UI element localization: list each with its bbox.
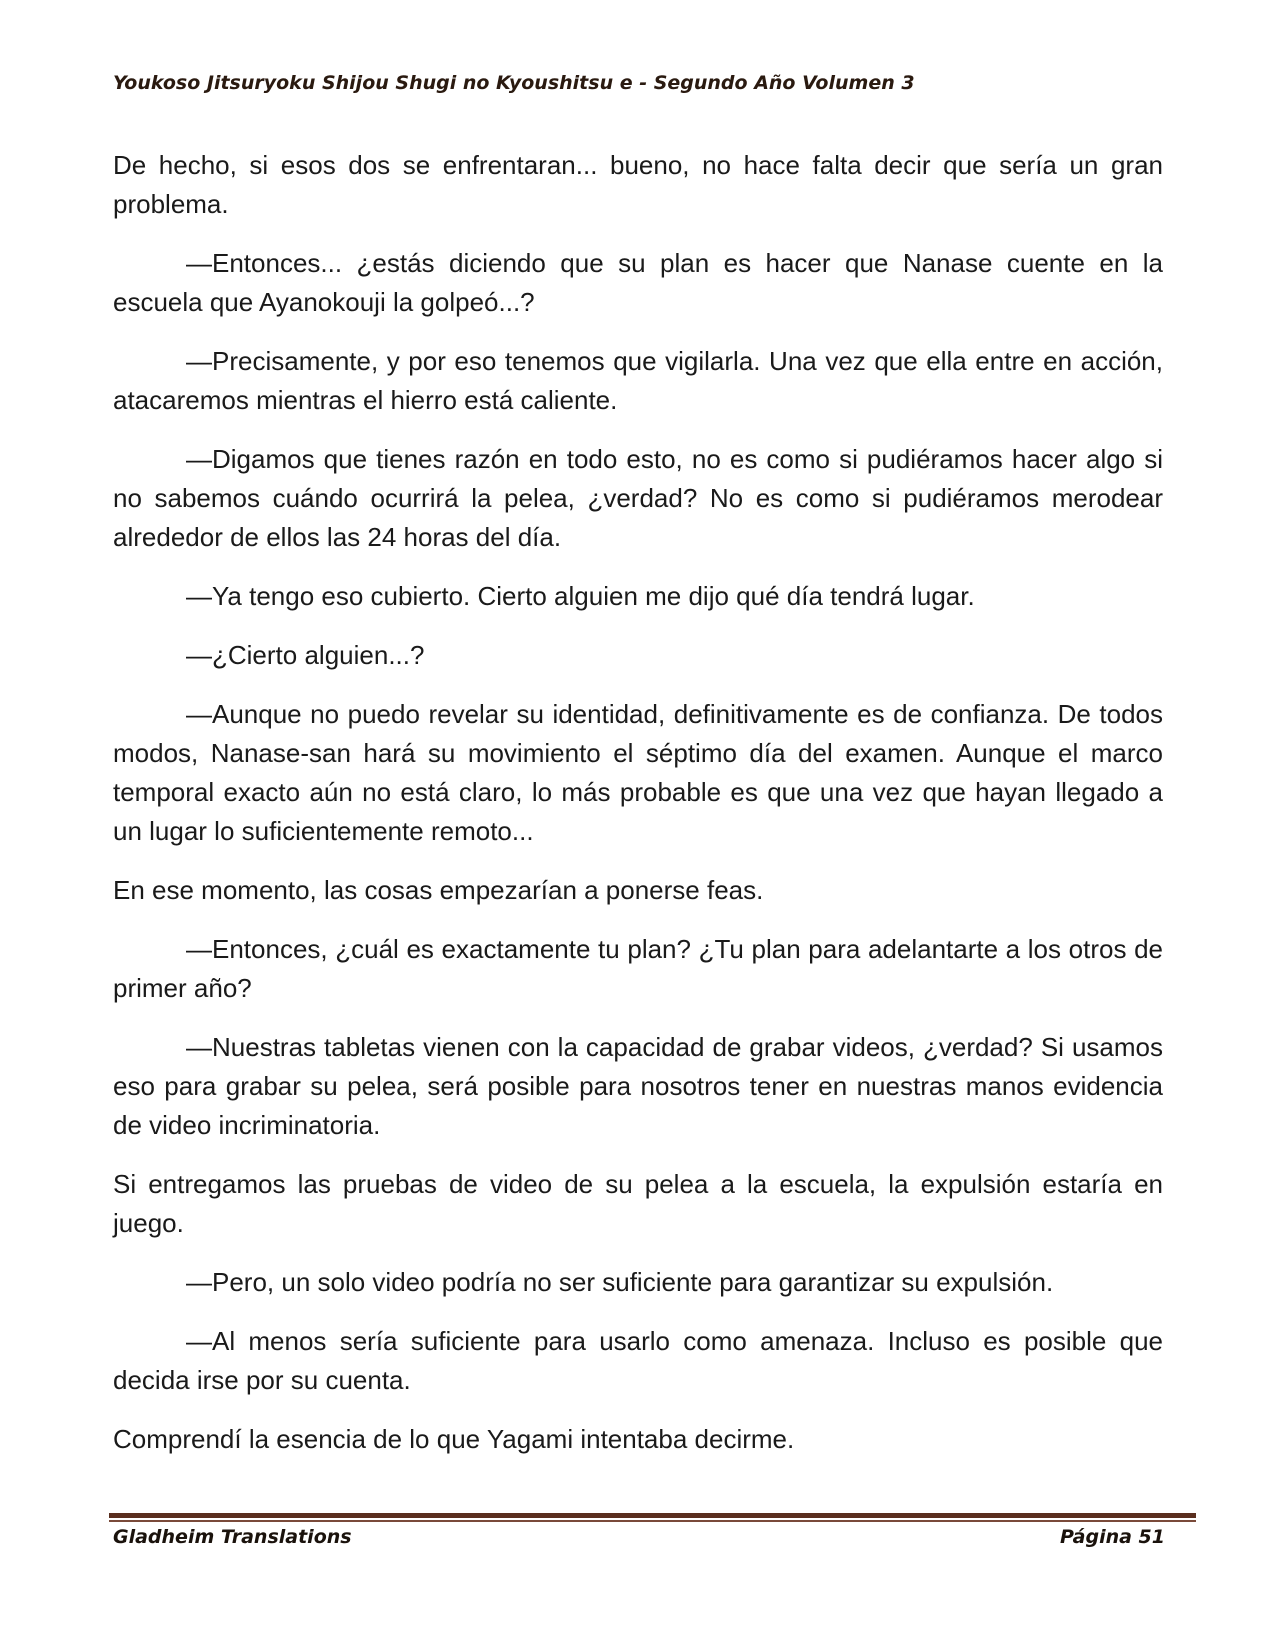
footer-publisher: Gladheim Translations (113, 1526, 352, 1548)
paragraph: —¿Cierto alguien...? (186, 640, 425, 670)
footer-page-number: Página 51 (1059, 1526, 1165, 1548)
paragraph: —Aunque no puedo revelar su identidad, definitivamente es de confianza. De todos modos, Nanase-san hará su movimiento el séptimo día del examen. Aunque el marco temporal exacto aún no está claro, lo más probable es que una vez que hayan llegado a un lugar lo suficientemente remoto... (113, 699, 1163, 846)
paragraph: Si entregamos las pruebas de video de su pelea a la escuela, la expulsión estaría en juego. (113, 1169, 1163, 1238)
paragraph: —Entonces... ¿estás diciendo que su plan es hacer que Nanase cuente en la escuela que Ayanokouji la golpeó...? (113, 248, 1163, 317)
paragraph: —Ya tengo eso cubierto. Cierto alguien me dijo qué día tendrá lugar. (186, 581, 975, 611)
paragraph: Comprendí la esencia de lo que Yagami intentaba decirme. (113, 1424, 795, 1454)
paragraph: De hecho, si esos dos se enfrentaran... bueno, no hace falta decir que sería un gran problema. (113, 150, 1163, 219)
footer-divider-thin (109, 1520, 1196, 1522)
paragraph: —Digamos que tienes razón en todo esto, no es como si pudiéramos hacer algo si no sabemos cuándo ocurrirá la pelea, ¿verdad? No es como si pudiéramos merodear alrededor de ellos las 24 horas del día. (113, 444, 1163, 552)
document-body (113, 146, 1163, 1479)
footer-divider-thick (109, 1513, 1196, 1518)
paragraph: —Entonces, ¿cuál es exactamente tu plan? ¿Tu plan para adelantarte a los otros de primer año? (113, 934, 1163, 1003)
paragraph: —Nuestras tabletas vienen con la capacidad de grabar videos, ¿verdad? Si usamos eso para grabar su pelea, será posible para nosotros tener en nuestras manos evidencia de video incriminatoria. (113, 1032, 1163, 1140)
paragraph: —Al menos sería suficiente para usarlo como amenaza. Incluso es posible que decida irse por su cuenta. (113, 1326, 1163, 1395)
page-header-title: Youkoso Jitsuryoku Shijou Shugi no Kyoushitsu e - Segundo Año Volumen 3 (113, 72, 915, 94)
paragraph: En ese momento, las cosas empezarían a ponerse feas. (113, 875, 764, 905)
paragraph: —Pero, un solo video podría no ser suficiente para garantizar su expulsión. (186, 1267, 1054, 1297)
paragraph: —Precisamente, y por eso tenemos que vigilarla. Una vez que ella entre en acción, atacaremos mientras el hierro está caliente. (113, 346, 1163, 415)
